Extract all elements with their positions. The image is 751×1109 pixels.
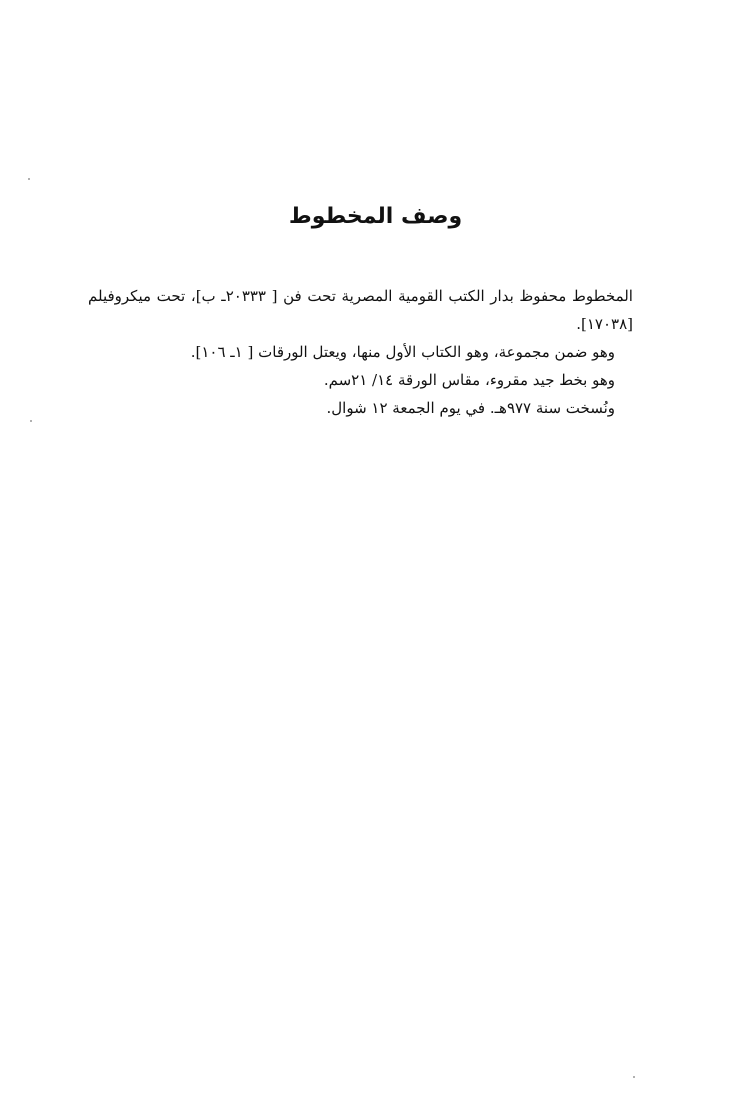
manuscript-description bbox=[88, 282, 633, 422]
paragraph-location: المخطوط محفوظ بدار الكتب القومية المصرية تحت فن [ ٢٠٣٣٣ـ ب]، تحت ميكروفيلم [١٧٠٣٨]. bbox=[88, 287, 633, 333]
paragraph-collection: وهو ضمن مجموعة، وهو الكتاب الأول منها، ويعتل الورقات [ ١ـ ١٠٦]. bbox=[190, 343, 615, 361]
scan-speck bbox=[28, 178, 30, 180]
page-title: وصف المخطوط bbox=[288, 204, 463, 229]
paragraph-handwriting: وهو بخط جيد مقروء، مقاس الورقة ١٤/ ٢١سم. bbox=[323, 371, 615, 389]
scan-speck bbox=[633, 1076, 635, 1078]
paragraph-copy-date: ونُسخت سنة ٩٧٧هـ. في يوم الجمعة ١٢ شوال. bbox=[326, 399, 615, 417]
scan-speck bbox=[30, 420, 32, 422]
